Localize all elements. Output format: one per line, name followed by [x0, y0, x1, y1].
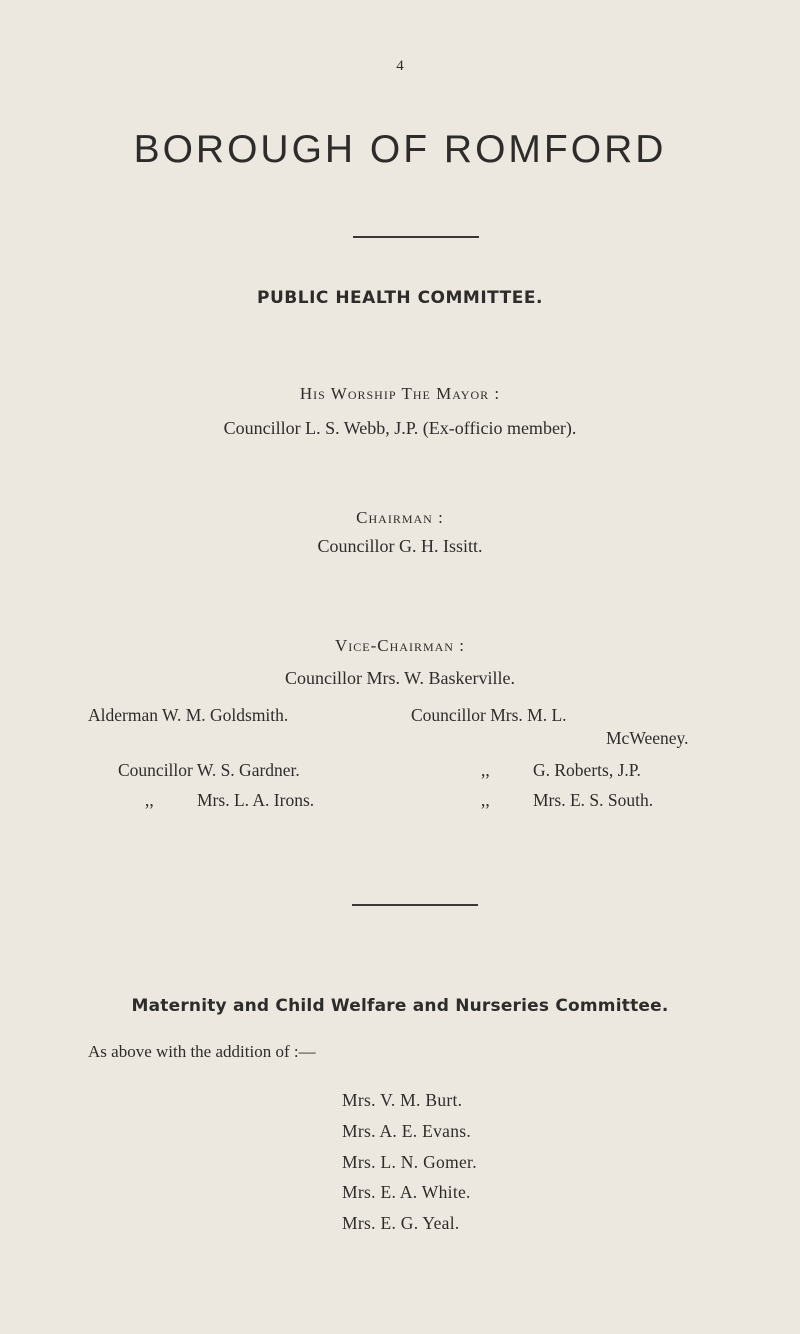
ditto-mark-right-2: ,, — [481, 790, 490, 810]
vice-chairman-name: Councillor Mrs. W. Baskerville. — [285, 668, 515, 688]
vice-chairman-title: Vice-Chairman : — [335, 636, 465, 655]
additional-member: Mrs. E. G. Yeal. — [342, 1213, 460, 1233]
divider-middle — [352, 904, 478, 906]
mayor-title: His Worship The Mayor : — [299, 384, 501, 403]
page-number: 4 — [396, 58, 404, 74]
member-right-2: G. Roberts, J.P. — [533, 760, 641, 780]
additional-member: Mrs. L. N. Gomer. — [342, 1152, 477, 1172]
member-left-3: Mrs. L. A. Irons. — [197, 790, 315, 810]
additional-member: Mrs. E. A. White. — [342, 1182, 471, 1202]
maternity-intro: As above with the addition of :— — [88, 1042, 316, 1061]
member-right-3: Mrs. E. S. South. — [533, 790, 654, 810]
page-title: BOROUGH OF ROMFORD — [133, 128, 667, 171]
public-health-heading: PUBLIC HEALTH COMMITTEE. — [257, 288, 543, 308]
chairman-title: Chairman : — [356, 508, 444, 527]
maternity-heading: Maternity and Child Welfare and Nurseries Committee. — [131, 996, 669, 1016]
divider-top — [353, 236, 479, 238]
member-left-2: Councillor W. S. Gardner. — [118, 760, 300, 780]
member-right-1-continued: McWeeney. — [606, 728, 689, 748]
mayor-name: Councillor L. S. Webb, J.P. (Ex-officio member). — [223, 418, 577, 438]
member-left-1: Alderman W. M. Goldsmith. — [88, 705, 289, 725]
ditto-mark-left: ,, — [145, 790, 154, 810]
additional-member: Mrs. A. E. Evans. — [342, 1121, 472, 1141]
chairman-name: Councillor G. H. Issitt. — [317, 536, 483, 556]
ditto-mark-right-1: ,, — [481, 760, 490, 780]
member-right-1: Councillor Mrs. M. L. — [411, 705, 567, 725]
additional-member: Mrs. V. M. Burt. — [342, 1090, 463, 1110]
